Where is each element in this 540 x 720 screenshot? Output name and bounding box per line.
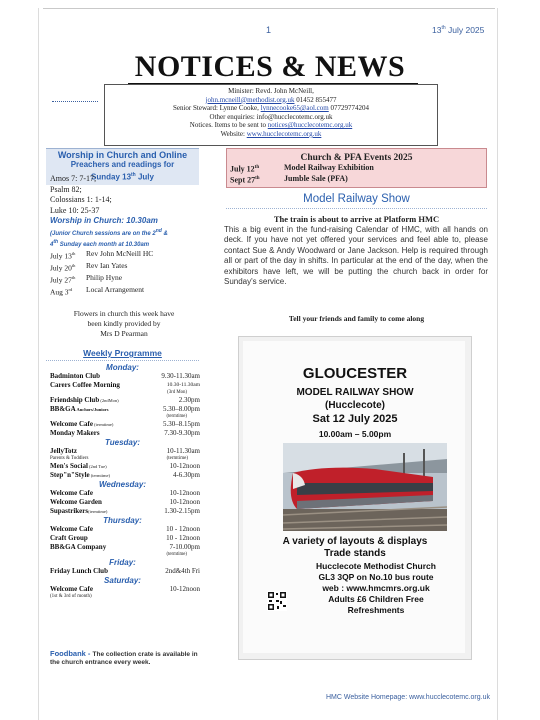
right-rule [497,8,498,720]
divider [226,208,487,209]
worship-time: Worship in Church: 10.30am [50,216,158,225]
flowers-line: been kindly provided by [87,319,161,328]
minister-contact: john.mcneill@methodist.org.uk 01452 855477 [205,95,337,104]
flowers-line: Mrs D Pearman [100,329,148,338]
railway-poster [238,336,472,660]
programme-row: Step"n"Style (termtime) 4-6.30pm [50,471,200,479]
railway-section-title: Model Railway Show [303,193,410,205]
programme-row: Monday Makers 7.30-9.30pm [50,429,200,437]
readings-section [50,174,198,297]
qr-code-icon[interactable] [267,591,287,611]
poster-line: Trade stands [324,548,386,559]
foodbank-note: Foodbank - The collection crate is available in the church entrance every week. [50,649,198,666]
preacher-date: July 27th [50,274,76,284]
programme-row: JellyTotz 10-11.30am [50,447,200,455]
divider [52,101,98,102]
railway-tell: Tell your friends and family to come along [288,314,425,323]
programme-row: Welcome Cafe 10 - 12noon [50,525,200,533]
left-rule [38,8,39,720]
poster-line: (Hucclecote) [324,400,385,411]
railway-body: This a big event in the fund-raising Calendar of HMC, with all hands on deck. If you have not yet offered your services and feel able to, please contact Sue & Andy Woodward or Jane Jackson. Help is required through all or part of the day in shifts. In particular at the end of the day, when the exhibitors have left, we will be putting the church back in order for Sunday's service. [224,225,488,287]
worship-title: Worship in Church and Online [57,150,188,160]
day-saturday: Saturday: [104,576,141,585]
flowers-note [50,309,198,339]
notices-line: Notices. Items to be sent to notices@hucclecotemc.org.uk [189,121,353,130]
flowers-line: Flowers in church this week have [73,309,175,318]
programme-row: Friday Lunch Club 2nd&4th Fri [50,567,200,575]
worship-subtitle: Preachers and readings for [70,160,175,169]
minister-email-link[interactable]: john.mcneill@methodist.org.uk [205,95,295,104]
preacher-date: July 13th [50,250,76,260]
preacher-name: Local Arrangement [86,284,145,294]
day-friday: Friday: [109,558,136,567]
preacher-name: Rev John McNeill HC [86,248,154,258]
contact-box [104,84,438,146]
programme-note: (termtime) [166,552,187,557]
weekly-programme-title: Weekly Programme [83,348,162,358]
programme-row: BB&GA Company 7-10.00pm [50,543,200,551]
events-title: Church & PFA Events 2025 [300,153,413,163]
programme-row: Friendship Club (2ndMon) 2.30pm [50,396,200,404]
poster-line: GLOUCESTER [302,365,408,382]
events-box [226,148,487,188]
junior-church-note: (Junior Church sessions are on the 2nd & 4th Sunday each month at 10.30am [50,227,168,248]
website-line: Website: www.hucclecotemc.org.uk [220,129,322,138]
programme-note-row: Parents & Toddlers (termtime) [50,456,188,461]
preacher-list [50,249,198,297]
programme-row: Welcome Garden 10-12noon [50,498,200,506]
programme-row: Supastrikers(termtime) 1.30-2.15pm [50,507,200,515]
programme-row: Carers Coffee Morning 10.30-11.30am [50,381,200,389]
event-item: Sept 27th Jumble Sale (PFA) [230,173,348,185]
programme-note: (1st & 3rd of month) [50,594,92,599]
poster-line: 10.00am – 5.00pm [318,429,392,439]
poster-line: Hucclecote Methodist Church [316,561,436,571]
footer-homepage[interactable]: HMC Website Homepage: www.hucclecotemc.org.uk [325,694,490,701]
poster-line: Sat 12 July 2025 [312,413,398,425]
day-thursday: Thursday: [103,516,142,525]
reading-1: Amos 7: 7-17; [50,174,97,183]
reading-4: Luke 10: 25-37 [50,205,100,215]
programme-row: Craft Group 10 - 12noon [50,534,200,542]
poster-line: A variety of layouts & displays [282,536,428,547]
programme-row: Welcome Cafe 10-12noon [50,585,200,593]
notices-email-link[interactable]: notices@hucclecotemc.org.uk [267,121,353,130]
event-item: July 12th Model Railway Exhibition [230,163,374,174]
other-enquiries: Other enquiries: info@hucclecotemc.org.uk [209,112,333,121]
day-wednesday: Wednesday: [99,480,146,489]
programme-row: Welcome Cafe 10-12noon [50,489,200,497]
page-number: 1 [266,25,272,35]
top-rule [43,8,495,9]
reading-3: Colossians 1: 1-14; [50,195,112,204]
poster-line: web : www.hmcmrs.org.uk [322,583,430,593]
poster-line: MODEL RAILWAY SHOW [296,387,414,398]
poster-line: Adults £6 Children Free [328,594,424,604]
weekly-programme [46,363,199,600]
preacher-date: July 20th [50,262,76,272]
website-link[interactable]: www.hucclecotemc.org.uk [246,129,322,138]
preacher-date: Aug 3rd [50,286,73,296]
programme-row: BB&GA Anchors/Juniors 5.30–8.00pm [50,405,200,413]
minister-line: Minister: Revd. John McNeill, [228,87,314,95]
programme-row: Badminton Club 9.30-11.30am [50,372,200,380]
programme-row: Men's Social (2nd Tue) 10-12noon [50,462,200,470]
preacher-name: Rev Ian Yates [86,260,128,270]
divider [46,360,199,361]
programme-note: (3rd Mon) [167,390,187,395]
steward-email-link[interactable]: lynnecooke65@aol.com [260,104,329,113]
train-photo-icon [283,443,447,531]
worship-sunday: Sunday 13th July [91,172,154,182]
issue-date: 13th July 2025 [432,25,485,35]
day-monday: Monday: [106,363,139,372]
poster-line: Refreshments [347,605,405,615]
reading-2: Psalm 82; [50,184,82,194]
poster-line: GL3 3QP on No.10 bus route [318,572,434,582]
preacher-name: Philip Hyne [86,272,123,282]
programme-note: (termtime) [166,414,187,419]
day-tuesday: Tuesday: [105,438,140,447]
railway-heading: The train is about to arrive at Platform HMC [273,214,440,224]
programme-row: Welcome Cafe (termtime) 5.30–8.15pm [50,420,200,428]
steward-line: Senior Steward: Lynne Cooke, lynnecooke65@aol.com 07729774204 [172,104,369,113]
masthead-title: NOTICES & NEWS [134,50,406,83]
